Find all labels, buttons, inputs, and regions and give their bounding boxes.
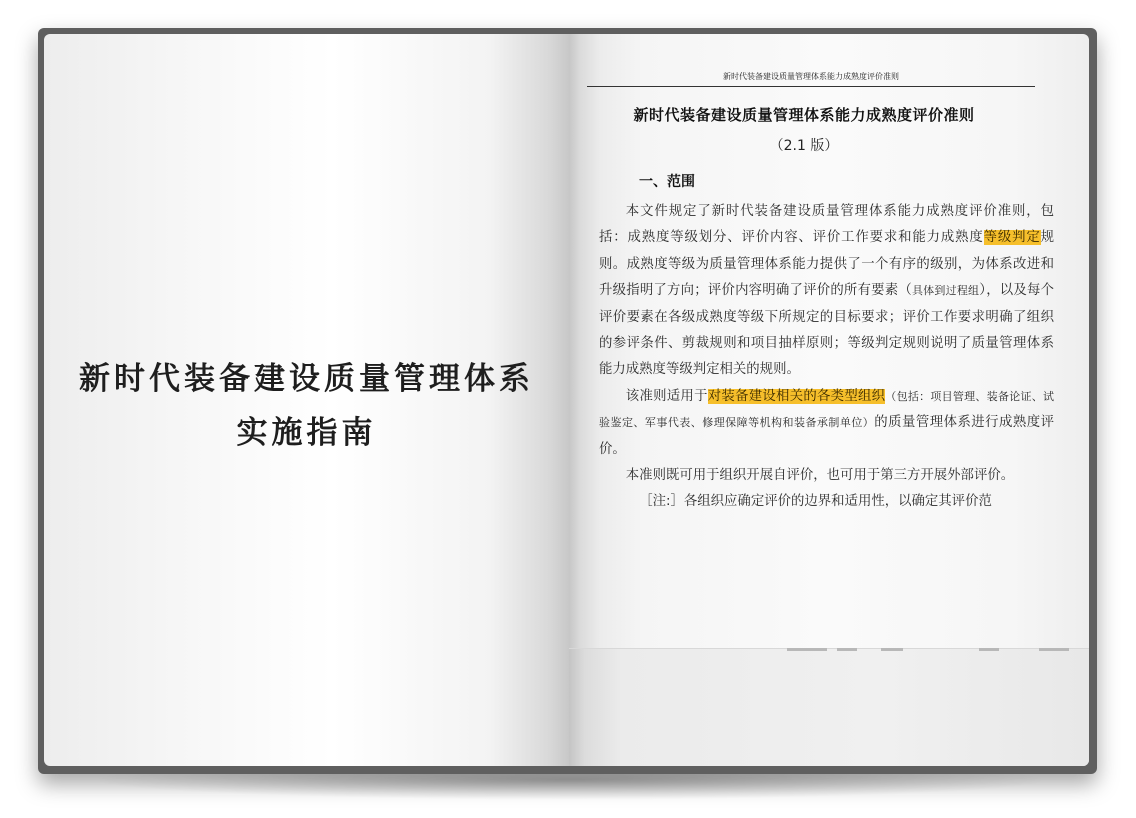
paragraph-small-text: （包括：项目管理、装备论证、试验鉴定、军事代表、修理保障等机构和装备承制单位）	[599, 389, 1055, 430]
right-page	[569, 34, 1089, 766]
paragraph-scope	[599, 199, 1054, 384]
paragraph-small-text: 具体到过程组	[911, 284, 980, 298]
running-header: 新时代装备建设质量管理体系能力成熟度评价准则	[587, 71, 1035, 87]
paragraph-text: 本文件规定了新时代装备建设质量管理体系能力成熟度评价准则，包括：成熟度等级划分、评价内容、评价工作要求和能力成熟度	[599, 204, 1054, 246]
section-heading: 一、范围	[639, 174, 695, 190]
document-title: 新时代装备建设质量管理体系能力成熟度评价准则	[633, 106, 975, 124]
cover-title-line2: 实施指南	[236, 415, 377, 451]
body-text	[599, 199, 1054, 516]
paragraph-text: 该准则适用于	[625, 388, 708, 404]
paragraph-text: 规则。成熟度等级为质量管理体系能力提供了一个有序的级别，为体系改进和升级指明了方向；评价内容明确了评价的所有要素（	[599, 230, 1055, 299]
left-page	[44, 34, 569, 766]
paragraph-text: ），以及每个评价要素在各级成熟度等级下所规定的目标要求；评价工作要求明确了组织的参评条件、剪裁规则和项目抽样原则；等级判定规则说明了质量管理体系能力成熟度等级判定相关的规则。	[599, 283, 1055, 378]
cover-title	[44, 352, 569, 460]
paragraph-text: 的质量管理体系进行成熟度评价。	[599, 415, 1054, 457]
paragraph-applicability	[599, 384, 1054, 463]
highlight-grading: 等级判定	[983, 230, 1041, 246]
paragraph-note: ［注:］各组织应确定评价的边界和适用性，以确定其评价范	[639, 494, 992, 510]
highlight-organizations: 对装备建设相关的各类型组织	[707, 388, 886, 404]
cover-title-line1: 新时代装备建设质量管理体系	[79, 361, 534, 397]
next-page-edge	[569, 648, 1089, 766]
document-version: （2.1 版）	[769, 138, 839, 154]
paragraph-usage: 本准则既可用于组织开展自评价，也可用于第三方开展外部评价。	[625, 468, 1015, 484]
